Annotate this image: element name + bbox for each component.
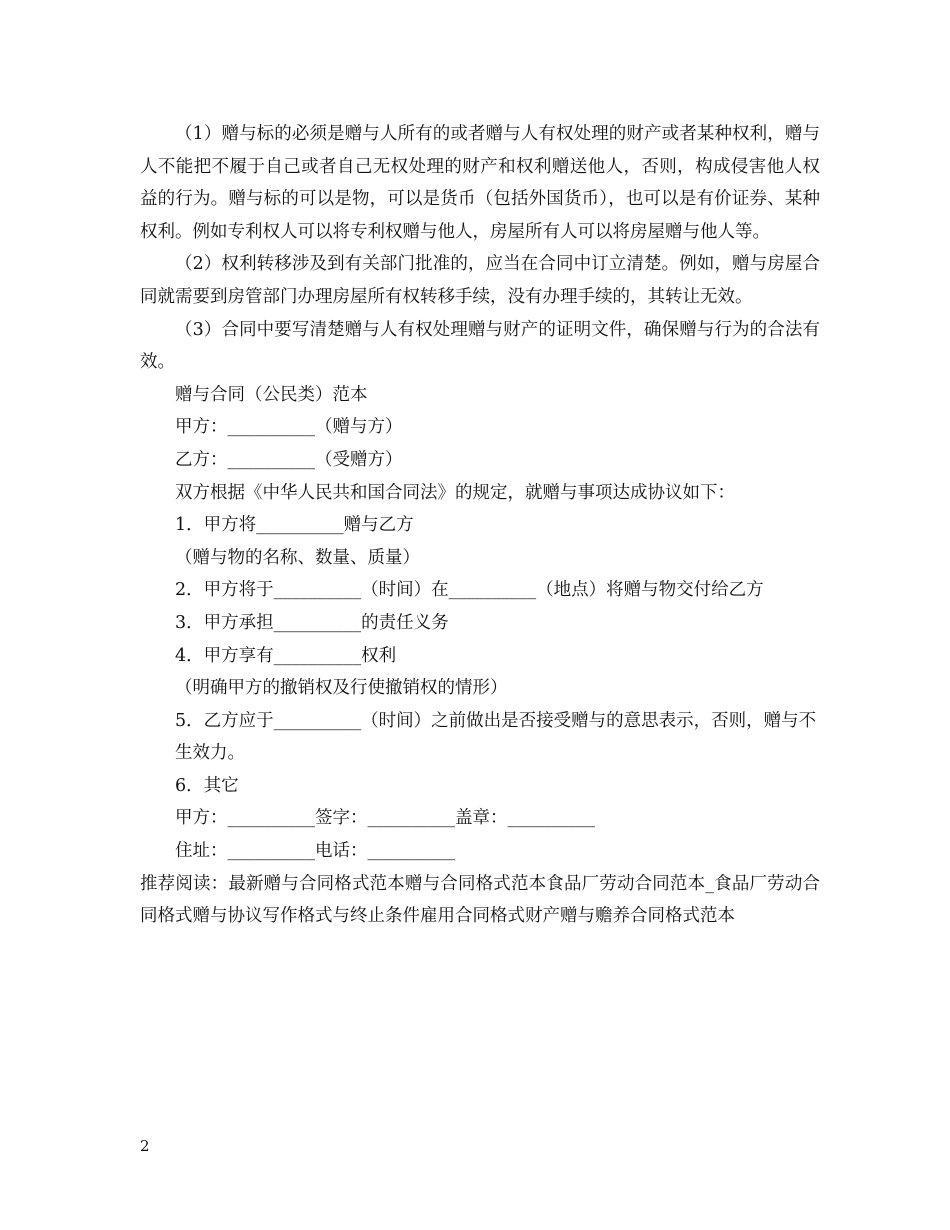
clause-5: 5．乙方应于__________（时间）之前做出是否接受赠与的意思表示，否则，赠与不生效力。 [175,710,817,764]
contract-title: 赠与合同（公民类）范本 [175,384,368,405]
paragraph-3: （3）合同中要写清楚赠与人有权处理赠与财产的证明文件，确保赠与行为的合法有效。 [140,319,820,373]
recommended-reading: 推荐阅读：最新赠与合同格式范本赠与合同格式范本食品厂劳动合同范本_食品厂劳动合同格式赠与协议写作格式与终止条件雇用合同格式财产赠与赡养合同格式范本 [140,873,820,927]
clause-4: 4．甲方享有__________权利 [175,645,397,666]
document-body [140,118,820,933]
paragraph-2: （2）权利转移涉及到有关部门批准的，应当在合同中订立清楚。例如，赠与房屋合同就需要到房管部门办理房屋所有权转移手续，没有办理手续的，其转让无效。 [140,254,820,307]
clause-1: 1．甲方将__________赠与乙方 [175,515,414,536]
clause-6: 6．其它 [175,775,239,796]
address-line: 住址：__________电话：__________ [175,841,455,862]
party-a-line: 甲方：__________（赠与方） [175,417,403,438]
clause-1-note: （赠与物的名称、数量、质量） [175,547,420,568]
contract-preamble: 双方根据《中华人民共和国合同法》的规定，就赠与事项达成协议如下： [175,482,735,503]
clause-2: 2．甲方将于__________（时间）在__________（地点）将赠与物交付给乙方 [175,580,764,601]
paragraph-1: （1）赠与标的必须是赠与人所有的或者赠与人有权处理的财产或者某种权利，赠与人不能把不履于自己或者自己无权处理的财产和权利赠送他人，否则，构成侵害他人权益的行为。赠与标的可以是物，可以是货币（包括外国货币），也可以是有价证券、某种权利。例如专利权人可以将专利权赠与他人，房屋所有人可以将房屋赠与他人等。 [140,124,820,242]
signature-line: 甲方：__________签字：__________盖章：__________ [175,808,595,829]
clause-3: 3．甲方承担__________的责任义务 [175,612,449,633]
page-number: 2 [140,1137,150,1155]
clause-4-note: （明确甲方的撤销权及行使撤销权的情形） [175,678,508,699]
party-b-line: 乙方：__________（受赠方） [175,449,403,470]
